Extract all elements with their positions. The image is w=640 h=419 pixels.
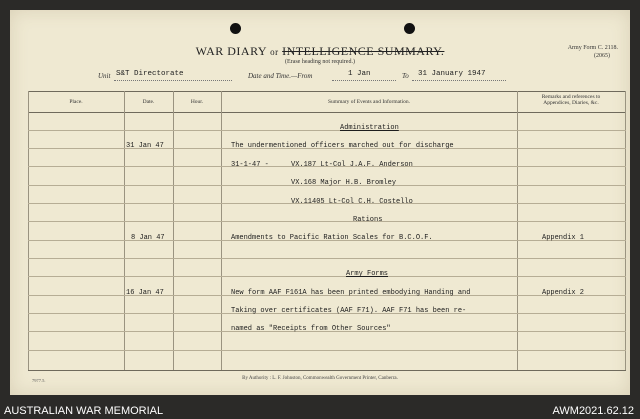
remarks-line-1: Remarks and references to (541, 94, 601, 100)
war-diary-sheet (10, 10, 630, 395)
forms-line-3: named as "Receipts from Other Sources" (231, 325, 391, 333)
to-label: To (402, 72, 409, 80)
admin-discharge-date: 31-1-47 - (231, 161, 269, 169)
title-main: WAR DIARY (195, 44, 267, 58)
admin-officer-1: VX.187 Lt-Col J.A.F. Anderson (291, 161, 413, 169)
column-header-date: Date. (142, 99, 155, 105)
unit-dotline (114, 80, 232, 81)
forms-remark: Appendix 2 (542, 289, 585, 297)
unit-label: Unit (98, 72, 111, 80)
column-header-summary: Summary of Events and Information. (327, 99, 411, 105)
forms-line-1: New form AAF F161A has been printed embodying Handing and (231, 289, 471, 297)
diary-table (28, 91, 626, 371)
forms-line-2: Taking over certificates (AAF F71). AAF F71 has been re- (231, 307, 467, 315)
admin-date: 31 Jan 47 (126, 142, 164, 150)
forms-heading: Army Forms (346, 270, 389, 278)
admin-heading: Administration (340, 124, 399, 132)
admin-line-1: The undermentioned officers marched out for discharge (231, 142, 454, 150)
remarks-line-2: Appendices, Diaries, &c. (543, 100, 599, 106)
print-code: 7977.5. (32, 378, 46, 383)
form-number-sub: (2065) (594, 53, 610, 59)
column-header-remarks (517, 94, 625, 106)
caption-institution: AUSTRALIAN WAR MEMORIAL (4, 405, 164, 417)
form-number-text: Army Form C. 2118. (567, 45, 618, 51)
form-number (568, 44, 618, 60)
title-or: or (270, 47, 279, 57)
rations-heading: Rations (353, 216, 383, 224)
punch-hole (404, 23, 415, 34)
punch-hole (230, 23, 241, 34)
column-header-place: Place. (69, 99, 83, 105)
admin-officer-2: VX.168 Major H.B. Bromley (291, 179, 397, 187)
from-dotline (332, 80, 396, 81)
printer-authority: By Authority : L. F. Johnston, Commonwealth Government Printer, Canberra. (242, 376, 398, 381)
unit-value: S&T Directorate (116, 70, 184, 78)
admin-officer-3: VX.11405 Lt-Col C.H. Costello (291, 198, 413, 206)
date-label: Date and Time.—From (248, 72, 313, 80)
to-value: 31 January 1947 (418, 70, 486, 78)
forms-date: 16 Jan 47 (126, 289, 164, 297)
form-subtitle: (Erase heading not required.) (285, 59, 355, 65)
caption-accession: AWM2021.62.12 (552, 405, 634, 417)
column-header-hour: Hour. (190, 99, 204, 105)
form-title (10, 44, 630, 59)
title-struck: INTELLIGENCE SUMMARY. (282, 44, 445, 58)
to-dotline (412, 80, 506, 81)
rations-date: 8 Jan 47 (131, 234, 165, 242)
from-value: 1 Jan (348, 70, 371, 78)
rations-line: Amendments to Pacific Ration Scales for B.C.O.F. (231, 234, 433, 242)
rations-remark: Appendix 1 (542, 234, 585, 242)
